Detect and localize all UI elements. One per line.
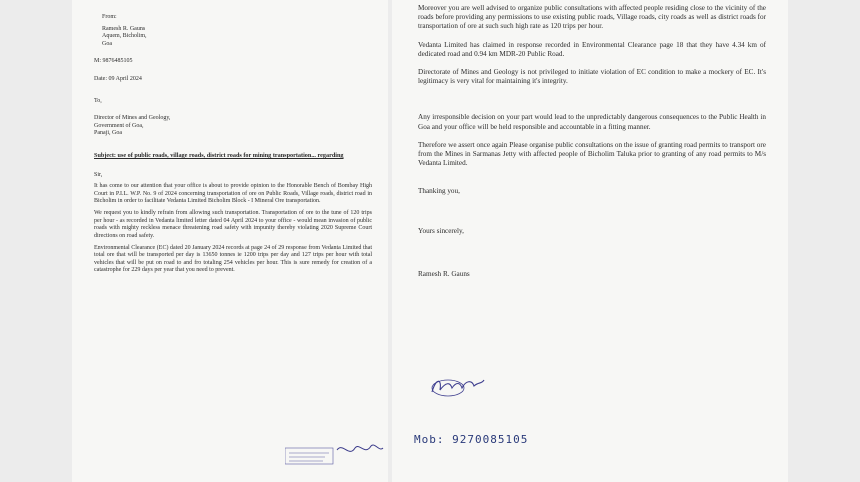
- stamp-graphic: [285, 440, 385, 466]
- signature: [428, 374, 488, 401]
- thanks-line: Thanking you,: [418, 187, 460, 196]
- right-paragraph-5: Therefore we assert once again Please organise public consultations on the issue of granting road permits to transport ore from the Mines in Sarmanas Jetty with affected people of Bicholim Taluka prior to granting of any road permits to M/s Vedanta Limited.: [418, 140, 766, 168]
- to-label: To,: [94, 97, 102, 104]
- left-paragraph-1: It has come to our attention that your office is about to provide opinion to the Honorable Bench of Bombay High Court in P.I.L. W.P. No. 9 of 2024 concerning transportation of ore on Public Roads, Village roads, district road in Bicholim in order to facilitate Vedanta Limited Bicholim Block - I Mineral Ore transportation.: [94, 183, 372, 204]
- to-address: Director of Mines and Geology, Government of Goa, Panaji, Goa: [94, 115, 171, 137]
- left-paragraph-3: Environmental Clearance (EC) dated 20 January 2024 records at page 24 of 29 response from Vedanta Limited that total ore that will be transported per day is 13650 tonnes ie 1200 trips per day and 127 trips per hour with total vehicles that will be put on road to and fro totaling 254 vehicles per hour. This is sure remedy for creation of a catastrophe for 229 days per year that you need to prevent.: [94, 244, 372, 274]
- from-address: Ramesh R. Gauns Aquem, Bicholim, Goa: [102, 25, 147, 47]
- right-paragraph-3: Directorate of Mines and Geology is not privileged to initiate violation of EC condition to make a mockery of EC. It's legitimacy is very vital for maintaining it's integrity.: [418, 68, 766, 86]
- from-label: From:: [102, 14, 117, 20]
- closing-line: Yours sincerely,: [418, 226, 464, 235]
- salutation: Sir,: [94, 171, 103, 178]
- letter-page-right: [392, 0, 788, 482]
- sender-name: Ramesh R. Gauns: [418, 269, 470, 278]
- signature-graphic: [428, 374, 488, 398]
- subject-line: Subject: use of public roads, village roads, district roads for mining transportation... regarding: [94, 151, 344, 159]
- handwritten-mobile: Mob: 9270085105: [414, 433, 529, 446]
- letter-date: Date: 09 April 2024: [94, 75, 142, 82]
- sender-mobile: M: 9876485105: [94, 58, 133, 65]
- right-paragraph-2: Vedanta Limited has claimed in response recorded in Environmental Clearance page 18 that they have 4.34 km of dedicated road and 0.94 km MDR-20 Public Road.: [418, 40, 766, 58]
- left-paragraph-2: We request you to kindly refrain from allowing such transportation. Transportation of ore to the tune of 120 trips per hour - as recorded in Vedanta limited letter dated 04 April 2024 to your office - would mean invasion of public roads with mighty reckless menace threatening road safety with impunity thereby violating 2020 Supreme Court directions on road safety.: [94, 210, 372, 239]
- signature-stamp: [285, 440, 385, 466]
- right-paragraph-1: Moreover you are well advised to organize public consultations with affected people residing close to the vicinity of the roads before providing any permissions to use existing public roads, Village roads, city roads as well as district roads for transportation of ore at such such high rate as 120 trips per hour.: [418, 4, 766, 31]
- letter-page-left: [72, 0, 388, 482]
- right-paragraph-4: Any irresponsible decision on your part would lead to the unpredictably dangerous consequences to the Public Health in Goa and your office will be held responsible and accountable in a fitting manner.: [418, 113, 766, 131]
